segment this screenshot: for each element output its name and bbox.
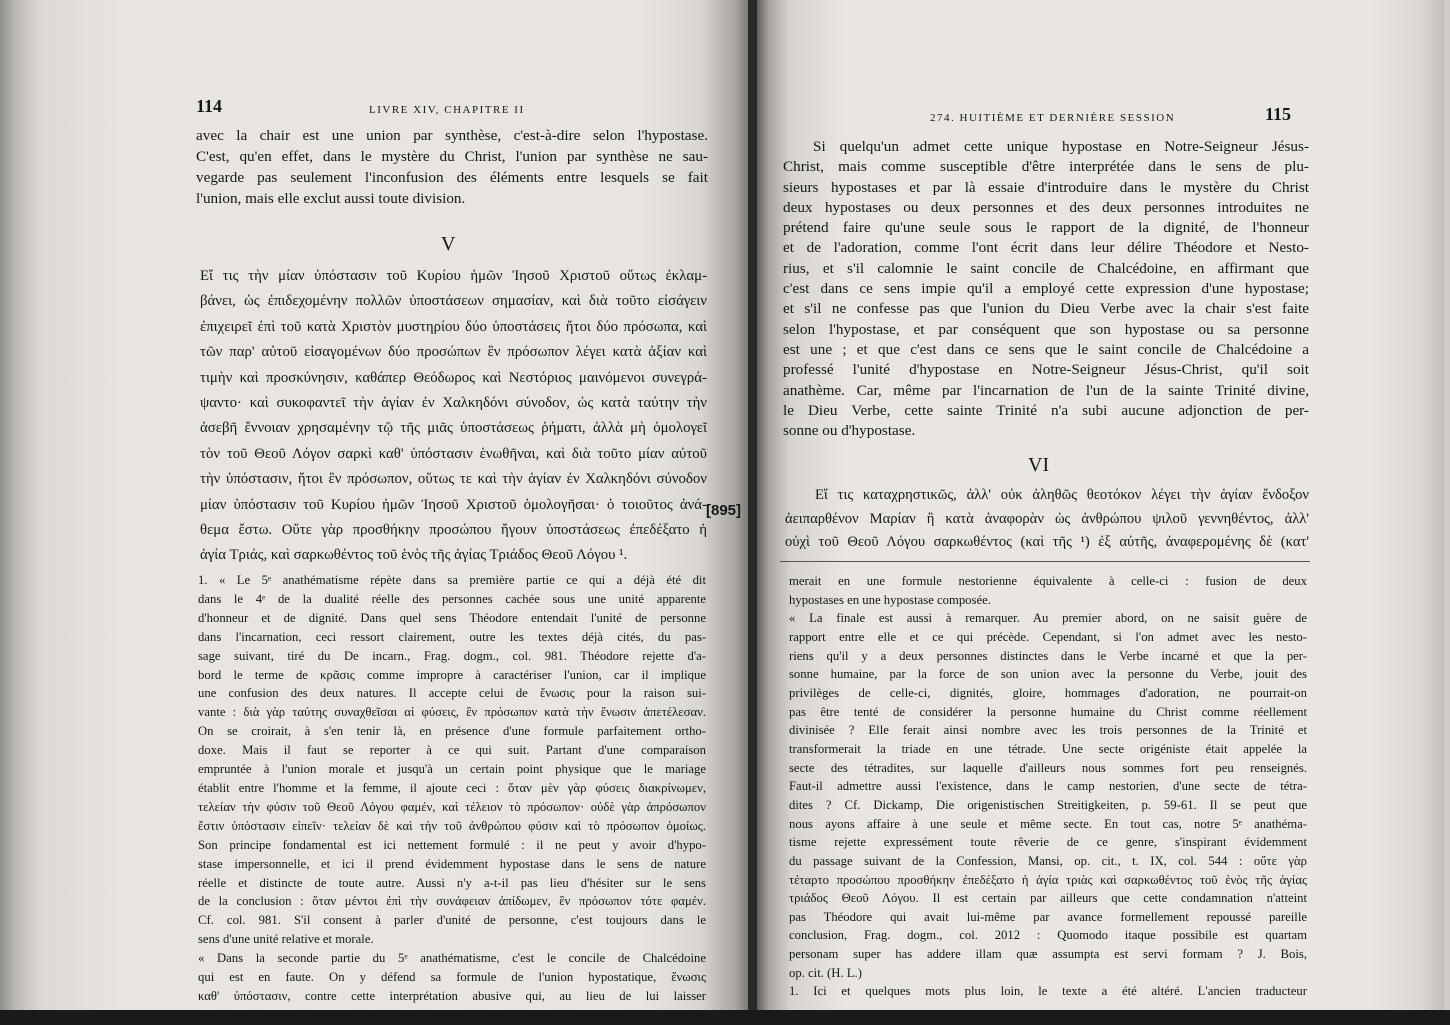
text-line: vegarde pas seulement l'inconfusion des éléments entre lesquels se fait <box>196 168 708 186</box>
page-edge <box>1444 0 1450 1010</box>
greek-line: τιμὴν καὶ προσκύνησιν, καθάπερ Θεόδωρος καὶ Νεστόριος μαινόμενοι συνεγρά- <box>200 369 707 386</box>
footnote-line: nous ayons affaire à une seule et même secte. En tout cas, notre 5ᵉ anathéma- <box>789 816 1307 831</box>
text-line: deux hypostases ou deux personnes et des deux personnes introduites ne <box>783 198 1309 216</box>
left-footnote <box>198 571 706 1025</box>
text-line: Christ, mais comme susceptible d'être interprétée dans le sens de plu- <box>783 158 1309 176</box>
footnote-line: d'honneur et de dignité. Dans quel sens Théodore entendait l'unité de personne <box>198 610 706 625</box>
right-running-head: 274. HUITIÈME ET DERNIÈRE SESSION <box>930 112 1176 124</box>
greek-line: τῶν παρ' αὐτοῦ εἰσαγομένων δύο προσώπων ἓν πρόσωπον λέγει κατὰ ἀξίαν καὶ <box>200 344 707 361</box>
footnote-line: « La finale est aussi à remarquer. Au premier abord, on ne saisit guère de <box>789 611 1307 626</box>
footnote-line: sage suivant, tiré du De incarn., Frag. dogm., col. 981. Théodore rejette d'a- <box>198 648 706 663</box>
text-line: et s'il ne confesse pas que l'union du Dieu Verbe avec la chair s'est faite <box>783 300 1309 318</box>
footnote-line: Faut-il admettre aussi l'existence, dans le camp nestorien, d'une secte de tétra- <box>789 779 1307 794</box>
greek-line: βάνει, ὡς ἐπιδεχομένην πολλῶν ὑποστάσεων σημασίαν, καὶ διὰ τοῦτο εἰσάγειν <box>200 293 707 310</box>
footnote-line: une confusion des deux natures. Il accepte celui de ἕνωσις pour la raison sui- <box>198 686 706 701</box>
left-running-head: LIVRE XIV, CHAPITRE II <box>369 104 525 116</box>
footnote-line: son sens naturel d'union des deux natures dans l'unité d'hypostase, la transfor- <box>198 1007 706 1022</box>
footnote-line: On se croirait, à s'en tenir là, en présence d'une formule parfaitement ortho- <box>198 724 706 739</box>
text-line: est une ; et que c'est dans ce sens que le saint concile de Chalcédoine a <box>783 340 1309 358</box>
greek-canon-vi <box>785 484 1309 555</box>
footnote-line: τελείαν τὴν φύσιν τοῦ Θεοῦ Λόγου φαμέν, καὶ τέλειον τὸ πρόσωπον· οὐδὲ γὰρ ἀπρόσωπον <box>198 799 706 814</box>
text-line: sonne ou d'hypostase. <box>783 422 916 440</box>
footnote-line: sonne humaine, par la force de son union avec la personne du Verbe, jouit des <box>789 667 1307 682</box>
greek-line: ἁγία Τριάς, καὶ σαρκωθέντος τοῦ ἑνὸς τῆς ἁγίας Τριάδος Θεοῦ Λόγου ¹. <box>200 547 628 564</box>
footnote-line: dites ? Cf. Dickamp, Die origenistischen Streitigkeiten, p. 59-61. Il se peut que <box>789 797 1307 812</box>
footnote-line: καθ' ὑπόστασιν, contre cette interprétation abusive qui, au lieu de lui laisser <box>198 988 706 1003</box>
footnote-line: secte des tétradites, sur laquelle d'ailleurs nous sommes fort peu renseignés. <box>789 760 1307 775</box>
greek-line: Εἴ τις καταχρηστικῶς, ἀλλ' οὐκ ἀληθῶς θεοτόκον λέγει τὴν ἁγίαν ἔνδοξον <box>815 487 1309 503</box>
text-line: et de l'adoration, comme l'ont écrit dans leur délire Théodore et Nesto- <box>783 239 1309 257</box>
footnote-separator <box>780 561 1310 562</box>
footnote-line: dans l'incarnation, ceci ressort clairement, outre les textes déjà cités, du pas- <box>198 629 706 644</box>
text-line: c'est dans ce sens impie qu'il a employé cette expression d'une hypostase; <box>783 280 1309 298</box>
greek-line: τὴν ὑπόστασιν, ἤτοι ἓν πρόσωπον, οὕτως τε καὶ τὴν ἁγίαν ἐν Χαλκηδόνι σύνοδον <box>200 471 707 488</box>
footnote-line: personam super has addere illam quæ assumpta est servi formam ? J. Bois, <box>789 947 1307 962</box>
text-line: selon l'hypostase, et par conséquent que son hypostase ou sa personne <box>783 320 1309 338</box>
greek-line: οὐχὶ τοῦ Θεοῦ Λόγου σαρκωθέντος (καὶ τῆς ¹) ἐξ αὐτῆς, ἀναφερομένης δὲ (κατ' <box>785 534 1309 551</box>
right-footnote <box>789 572 1307 1001</box>
footnote-line: pas être tenté de considérer la personne humaine du Christ comme réellement <box>789 704 1307 719</box>
footnote-line: établit entre l'homme et la femme, il ajoute ceci : ὅταν μὲν γὰρ φύσεις διακρίνωμεν, <box>198 780 706 795</box>
section-heading-vi: VI <box>1028 454 1050 476</box>
text-line: avec la chair est une union par synthèse, c'est-à-dire selon l'hypostase. <box>196 127 708 144</box>
left-intro-paragraph <box>196 126 708 210</box>
footnote-line: privilèges de celle-ci, dignités, gloire, hommages d'adoration, ne pourrait-on <box>789 685 1307 700</box>
canon-v-translation <box>783 137 1309 441</box>
text-line: prétend faire qu'une seule sous le rapport de la dignité, de l'honneur <box>783 219 1309 237</box>
footnote-line: dans le 4ᵉ de la dualité réelle des personnes cachée sous une unité apparente <box>198 591 706 606</box>
footnote-line: stase impersonnelle, et ici il prend évidemment hypostase dans le sens de nature <box>198 856 706 871</box>
footnote-line: transformerait la triade en une tétrade. Une secte origéniste était appelée la <box>789 741 1307 756</box>
footnote-line: riens qu'il y a deux personnes distinctes dans le Verbe incarné et que la per- <box>789 648 1307 663</box>
marginal-page-number: [895] <box>706 502 742 519</box>
right-page-number: 115 <box>1265 104 1292 124</box>
footnote-line: bord le terme de κρᾶσις comme impropre à caractériser l'union, car il implique <box>198 667 706 682</box>
text-line: sieurs hypostases et par là essaie d'introduire dans le mystère du Christ <box>783 178 1309 196</box>
footnote-line: tisme rejette expressément toute rêverie de ce genre, s'inspirant évidemment <box>789 835 1307 850</box>
greek-line: ψαντο· καὶ συκοφαντεῖ τὴν ἁγίαν ἐν Χαλκηδόνι σύνοδον, ὡς κατὰ ταύτην τὴν <box>200 395 707 412</box>
greek-line: Εἴ τις τὴν μίαν ὑπόστασιν τοῦ Κυρίου ἡμῶν Ἰησοῦ Χριστοῦ οὕτως ἐκλαμ- <box>200 268 707 284</box>
text-line: anathème. Car, même par l'incarnation de l'un de la sainte Trinité divine, <box>783 381 1309 399</box>
footnote-line: op. cit. (H. L.) <box>789 965 862 980</box>
greek-line: ἀσεβῆ ἔννοιαν χρησαμένην τῷ τῆς μιᾶς ὑποστάσεως ῥήματι, ἀλλὰ μὴ ὁμολογεῖ <box>200 420 707 437</box>
text-line: rius, et s'il calomnie le saint concile de Chalcédoine, en affirmant que <box>783 259 1309 277</box>
footnote-line: Son principe fondamental est ici nettement formulé : il ne peut y avoir d'hypo- <box>198 837 706 852</box>
text-line: Si quelqu'un admet cette unique hypostase en Notre-Seigneur Jésus- <box>813 138 1309 155</box>
footnote-line: ἔστιν ὑπόστασιν εἰπεῖν· τελείαν δὲ καὶ τὴν τοῦ ἀνθρώπου φύσιν καὶ τὸ πρόσωπον ὁμοίως. <box>198 818 706 833</box>
footnote-line: « Dans la seconde partie du 5ᵉ anathématisme, c'est le concile de Chalcédoine <box>198 951 706 966</box>
footnote-line: vante : διὰ γὰρ ταύτης συναχθεῖσαι αἱ φύσεις, ἓν πρόσωπον κατὰ τὴν ἕνωσιν ἀπετέλεσαν. <box>198 705 706 720</box>
footnote-line: rapport entre elle et ce qui précède. Cependant, si l'on admet avec les nesto- <box>789 629 1307 644</box>
greek-line: θεμα ἔστω. Οὔτε γὰρ προσθήκην προσώπου ἤγουν ὑποστάσεως ἐπεδέξατο ἡ <box>200 522 707 539</box>
footnote-line: du passage suivant de la Confession, Mansi, op. cit., t. IX, col. 544 : οὔτε γὰρ <box>789 853 1307 868</box>
footnote-line: merait en une formule nestorienne équivalente à celle-ci : fusion de deux <box>789 574 1307 588</box>
right-page <box>757 0 1450 1010</box>
footnote-line: τριάδος Θεοῦ Λόγου. Il est certain par ailleurs que cette condamnation n'atteint <box>789 891 1307 906</box>
footnote-line: qui est en faute. On y défend sa formule de l'union hypostatique, ἕνωσις <box>198 970 706 985</box>
footnote-line: pas Théodore qui avait lui-même par avance formellement repoussé pareille <box>789 909 1307 924</box>
footnote-line: de la conclusion : ὅταν μέντοι ἐπὶ τὴν συνάφειαν ἀπίδωμεν, ἓν πρόσωπον τότε φαμέν. <box>198 894 706 909</box>
footnote-line: divinisée ? Elle ferait ainsi nombre avec les trois personnes de la Trinité et <box>789 723 1307 738</box>
footnote-line: conclusion, Frag. dogm., col. 2012 : Quomodo itaque possibile est quartam <box>789 928 1307 943</box>
greek-canon-v <box>200 264 707 569</box>
footnote-line: doxe. Mais il faut se reporter à ce qui suit. Partant d'une comparaison <box>198 743 706 758</box>
footnote-line: Cf. col. 981. S'il consent à parler d'unité de personne, c'est toujours dans le <box>198 913 706 928</box>
footnote-line: 1. « Le 5ᵉ anathématisme répète dans sa première partie ce qui a déjà été dit <box>198 573 706 587</box>
greek-line: ἀειπαρθένον Μαρίαν ἢ κατὰ ἀναφορὰν ὡς ἀνθρώπου ψιλοῦ γεννηθέντος, ἀλλ' <box>785 510 1309 527</box>
footnote-line: hypostases en une hypostase composée. <box>789 592 991 607</box>
text-line: l'union, mais elle exclut aussi toute division. <box>196 189 466 207</box>
greek-line: τὸν τοῦ Θεοῦ Λόγον σαρκὶ καθ' ὑπόστασιν ἑνωθῆναι, καὶ διὰ τοῦτο μίαν αὐτοῦ <box>200 445 707 462</box>
left-page-number: 114 <box>196 96 223 116</box>
section-heading-v: V <box>441 233 456 255</box>
footnote-line: 1. Ici et quelques mots plus loin, le texte a été altéré. L'ancien traducteur <box>789 984 1307 999</box>
greek-line: μίαν ὑπόστασιν τοῦ Κυρίου ἡμῶν Ἰησοῦ Χριστοῦ ὁμολογῆσαι· ὁ τοιοῦτος ἀνά- <box>200 496 707 513</box>
footnote-line: sens d'une unité relative et morale. <box>198 932 374 947</box>
footnote-line: τέταρτο προσώπου προσθήκην ἐπεδέξατο ἡ ἁγία τριὰς καὶ σαρκωθέντος τοῦ ἑνὸς τῆς ἁγίας <box>789 872 1307 887</box>
text-line: professé l'unité d'hypostase en Notre-Seigneur Jésus-Christ, qu'il soit <box>783 361 1309 379</box>
text-line: C'est, qu'en effet, dans le mystère du Christ, l'union par synthèse ne sau- <box>196 147 708 165</box>
footnote-line: réelle et distincte de toute autre. Aussi n'y a-t-il pas lieu d'hésiter sur le sens <box>198 875 706 890</box>
footnote-line: empruntée à l'union morale et jusqu'à un certain point physique que le mariage <box>198 762 706 777</box>
greek-line: ἐπιχειρεῖ ἐπὶ τοῦ κατὰ Χριστὸν μυστηρίου δύο ὑποστάσεις ἤτοι δύο πρόσωπα, καὶ <box>200 318 707 335</box>
text-line: le Dieu Verbe, cette sainte Trinité n'a subi aucune adjonction de per- <box>783 401 1309 419</box>
